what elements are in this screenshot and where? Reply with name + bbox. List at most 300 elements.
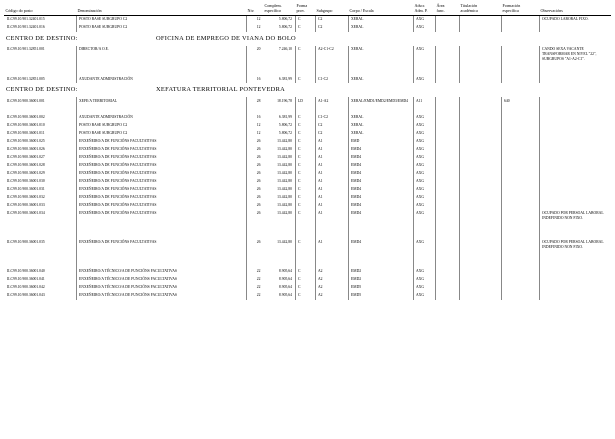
cell-adscricion-admin	[413, 161, 435, 169]
cell-adscricion-admin	[413, 268, 435, 276]
cell-subgrupo-text: C2	[318, 122, 323, 127]
cell-subgrupo-text: C2	[318, 25, 323, 30]
cell-codigo-posto-text: ILC99.10.900.36001.011	[7, 130, 45, 135]
cell-area-funcional	[435, 113, 459, 121]
cell-forma-provision-text: C	[298, 194, 301, 199]
table-row	[4, 201, 611, 209]
cell-complemento-especifico-text: 13.442,80	[277, 146, 292, 151]
cell-nivel	[246, 276, 263, 284]
cell-nivel-text: 22	[256, 277, 261, 282]
table-row	[4, 129, 611, 137]
cell-adscricion-admin	[413, 15, 435, 24]
cell-formacion-especifica	[501, 113, 539, 121]
cell-nivel	[246, 129, 263, 137]
col-header-area-line1: Área	[436, 3, 445, 8]
table-body	[4, 15, 611, 299]
cell-adscricion-admin	[413, 75, 435, 83]
table-row	[4, 209, 611, 238]
cell-subgrupo	[315, 145, 348, 153]
cell-formacion-especifica	[501, 193, 539, 201]
cell-nivel-text: 26	[256, 170, 261, 175]
cell-formacion-especifica-text: 640	[504, 98, 510, 103]
cell-area-funcional-text	[438, 211, 457, 237]
cell-formacion-especifica	[501, 292, 539, 300]
cell-denominacion	[76, 268, 246, 276]
cell-adscricion-admin	[413, 185, 435, 193]
cell-complemento-especifico	[263, 121, 295, 129]
cell-forma-provision-text: C	[298, 269, 301, 274]
cell-subgrupo	[315, 238, 348, 267]
cell-corpo-escala	[348, 284, 413, 292]
cell-corpo-escala	[348, 193, 413, 201]
cell-forma-provision-text: LD	[298, 98, 303, 103]
cell-corpo-escala-text: XERAL	[351, 47, 364, 52]
cell-codigo-posto-text: ILC99.10.901.32401.016	[7, 25, 45, 30]
cell-corpo-escala	[348, 268, 413, 276]
table-row	[4, 75, 611, 83]
cell-denominacion	[76, 24, 246, 32]
cell-forma-provision	[295, 46, 315, 75]
cell-adscricion-admin	[413, 24, 435, 32]
cell-complemento-especifico-text: 6.381,99	[278, 76, 292, 81]
cell-denominacion-text: AXUDANTE ADMINISTRACIÓN	[79, 76, 133, 81]
cell-forma-provision	[295, 169, 315, 177]
cell-complemento-especifico-text: 13.442,80	[277, 210, 292, 215]
cell-formacion-especifica	[501, 153, 539, 161]
cell-corpo-escala	[348, 129, 413, 137]
cell-denominacion-text: POSTO BASE SUBGRUPO C2	[79, 122, 128, 127]
cell-area-funcional	[435, 284, 459, 292]
cell-complemento-especifico	[263, 177, 295, 185]
cell-codigo-posto	[4, 137, 76, 145]
cell-observacions	[539, 46, 611, 75]
table-row	[4, 169, 611, 177]
cell-corpo-escala	[348, 46, 413, 75]
cell-complemento-especifico	[263, 137, 295, 145]
cell-adscricion-admin	[413, 121, 435, 129]
cell-corpo-escala-text: EMD5	[351, 293, 362, 298]
cell-denominacion	[76, 145, 246, 153]
cell-formacion-especifica	[501, 15, 539, 24]
cell-area-funcional	[435, 161, 459, 169]
cell-observacions	[539, 97, 611, 113]
cell-nivel	[246, 46, 263, 75]
table-row	[4, 193, 611, 201]
cell-adscricion-admin-text: AXG	[416, 170, 425, 175]
cell-formacion-especifica	[501, 185, 539, 193]
cell-nivel-text: 20	[256, 47, 261, 52]
cell-forma-provision-text: C	[298, 17, 301, 22]
cell-denominacion	[76, 46, 246, 75]
cell-titulacion-academica	[459, 24, 501, 32]
cell-denominacion	[76, 137, 246, 145]
cell-adscricion-admin	[413, 292, 435, 300]
cell-area-funcional-text	[438, 47, 457, 73]
cell-codigo-posto	[4, 153, 76, 161]
cell-codigo-posto	[4, 145, 76, 153]
cell-adscricion-admin	[413, 169, 435, 177]
cell-area-funcional	[435, 201, 459, 209]
cell-denominacion	[76, 161, 246, 169]
cell-subgrupo-text: A2	[318, 285, 323, 290]
cell-nivel	[246, 137, 263, 145]
cell-formacion-especifica	[501, 121, 539, 129]
cell-observacions	[539, 209, 611, 238]
cell-nivel-text: 26	[256, 162, 261, 167]
table-header	[4, 4, 611, 15]
cell-denominacion-text: ENXEÑEIRO/A DE FUNCIÓNS FACULTATIVAS	[79, 194, 157, 199]
cell-area-funcional	[435, 169, 459, 177]
cell-codigo-posto	[4, 169, 76, 177]
section-center-name: XEFATURA TERRITORIAL PONTEVEDRA	[156, 86, 286, 93]
cell-forma-provision-text: C	[298, 138, 301, 143]
cell-titulacion-academica	[459, 238, 501, 267]
cell-formacion-especifica	[501, 276, 539, 284]
cell-adscricion-admin	[413, 193, 435, 201]
cell-nivel-text: 26	[256, 210, 261, 215]
cell-adscricion-admin-text: AXG	[416, 114, 425, 119]
cell-codigo-posto	[4, 185, 76, 193]
cell-adscricion-admin-text: AXG	[416, 285, 425, 290]
cell-corpo-escala-text: XERAL	[351, 122, 364, 127]
cell-titulacion-academica	[459, 185, 501, 193]
cell-forma-provision	[295, 209, 315, 238]
cell-adscricion-admin-text: AXG	[416, 146, 425, 151]
cell-subgrupo	[315, 129, 348, 137]
cell-corpo-escala	[348, 15, 413, 24]
cell-formacion-especifica	[501, 129, 539, 137]
cell-titulacion-academica	[459, 145, 501, 153]
cell-adscricion-admin-text: AXG	[416, 186, 425, 191]
cell-complemento-especifico-text: 7.246,10	[278, 47, 292, 52]
cell-subgrupo-text: A1	[318, 146, 323, 151]
cell-denominacion	[76, 129, 246, 137]
cell-complemento-especifico-text: 13.442,80	[277, 154, 292, 159]
cell-codigo-posto	[4, 292, 76, 300]
cell-formacion-especifica	[501, 75, 539, 83]
cell-denominacion	[76, 177, 246, 185]
cell-subgrupo	[315, 137, 348, 145]
cell-titulacion-academica	[459, 137, 501, 145]
cell-adscricion-admin	[413, 153, 435, 161]
cell-corpo-escala	[348, 177, 413, 185]
cell-nivel	[246, 238, 263, 267]
col-header-formacion-line1: Formación	[502, 3, 521, 8]
cell-denominacion-text: AXUDANTE ADMINISTRACIÓN	[79, 114, 133, 119]
cell-codigo-posto-text: ILC99.10.901.32851.001	[7, 47, 45, 52]
cell-corpo-escala-text: EMD4	[351, 239, 362, 244]
cell-corpo-escala	[348, 121, 413, 129]
cell-subgrupo-text: A2	[318, 277, 323, 282]
cell-titulacion-academica	[459, 46, 501, 75]
cell-observacions	[539, 238, 611, 267]
cell-subgrupo-text: A1	[318, 162, 323, 167]
cell-codigo-posto	[4, 209, 76, 238]
cell-codigo-posto-text: ILC99.10.900.36001.010	[7, 122, 45, 127]
cell-forma-provision-text: C	[298, 122, 301, 127]
cell-denominacion-text: XEFE/A TERRITORIAL	[79, 98, 118, 103]
cell-corpo-escala-text: EMD4	[351, 202, 362, 207]
cell-forma-provision-text: C	[298, 239, 301, 244]
cell-observacions	[539, 276, 611, 284]
cell-subgrupo-text: A1	[318, 239, 323, 244]
col-header-titulacion-line2: académica	[459, 9, 501, 15]
cell-complemento-especifico	[263, 209, 295, 238]
cell-subgrupo-text: A1	[318, 186, 323, 191]
cell-codigo-posto-text: ILC99.10.901.32401.015	[7, 17, 45, 22]
cell-adscricion-admin-text: AXG	[416, 269, 425, 274]
cell-area-funcional	[435, 193, 459, 201]
cell-forma-provision-text: C	[298, 170, 301, 175]
table-row	[4, 97, 611, 113]
cell-titulacion-academica	[459, 193, 501, 201]
cell-corpo-escala	[348, 292, 413, 300]
cell-nivel-text: 26	[256, 186, 261, 191]
cell-denominacion	[76, 276, 246, 284]
cell-complemento-especifico-text: 13.442,80	[277, 162, 292, 167]
cell-titulacion-academica-text	[462, 240, 499, 266]
cell-codigo-posto-text: ILC99.10.901.32851.005	[7, 76, 45, 81]
cell-complemento-especifico	[263, 185, 295, 193]
cell-complemento-especifico	[263, 24, 295, 32]
cell-subgrupo-text: C2	[318, 17, 323, 22]
cell-codigo-posto	[4, 284, 76, 292]
cell-complemento-especifico	[263, 201, 295, 209]
cell-subgrupo	[315, 268, 348, 276]
cell-codigo-posto-text: ILC99.10.900.36001.025	[7, 138, 45, 143]
cell-corpo-escala-text: EMD4	[351, 162, 362, 167]
cell-complemento-especifico	[263, 15, 295, 24]
section-header-cell	[4, 32, 611, 46]
cell-subgrupo-text: A2-C1-C2	[318, 47, 334, 52]
cell-formacion-especifica	[501, 238, 539, 267]
cell-forma-provision	[295, 276, 315, 284]
cell-codigo-posto-text: ILC99.10.900.36001.031	[7, 186, 45, 191]
cell-forma-provision-text: C	[298, 114, 301, 119]
cell-denominacion	[76, 284, 246, 292]
cell-corpo-escala-text: EMD4	[351, 186, 362, 191]
table-row	[4, 161, 611, 169]
cell-complemento-especifico	[263, 276, 295, 284]
cell-area-funcional-text	[438, 99, 457, 112]
cell-nivel	[246, 121, 263, 129]
cell-complemento-especifico	[263, 153, 295, 161]
cell-subgrupo-text: C1-C2	[318, 76, 328, 81]
cell-titulacion-academica	[459, 129, 501, 137]
cell-nivel	[246, 185, 263, 193]
cell-complemento-especifico	[263, 284, 295, 292]
cell-codigo-posto	[4, 75, 76, 83]
cell-area-funcional	[435, 153, 459, 161]
cell-subgrupo-text: A1	[318, 154, 323, 159]
cell-nivel-text: 22	[256, 285, 261, 290]
cell-forma-provision	[295, 153, 315, 161]
cell-adscricion-admin	[413, 129, 435, 137]
cell-corpo-escala-text: XERAL	[351, 17, 364, 22]
cell-adscricion-admin-text: AXG	[416, 178, 425, 183]
cell-complemento-especifico	[263, 129, 295, 137]
cell-forma-provision-text: C	[298, 130, 301, 135]
cell-observacions	[539, 169, 611, 177]
cell-corpo-escala	[348, 137, 413, 145]
cell-adscricion-admin-text: AXG	[416, 194, 425, 199]
cell-forma-provision-text: C	[298, 154, 301, 159]
cell-area-funcional	[435, 177, 459, 185]
cell-corpo-escala-text: EMD2	[351, 277, 362, 282]
cell-corpo-escala-text: EMD5	[351, 285, 362, 290]
table-row	[4, 24, 611, 32]
cell-area-funcional	[435, 46, 459, 75]
cell-corpo-escala	[348, 97, 413, 113]
cell-forma-provision-text: C	[298, 186, 301, 191]
posts-table	[4, 4, 611, 300]
table-row	[4, 137, 611, 145]
centro-destino-section-header	[4, 32, 611, 46]
cell-forma-provision-text: C	[298, 293, 301, 298]
cell-complemento-especifico	[263, 46, 295, 75]
cell-observacions	[539, 137, 611, 145]
cell-titulacion-academica	[459, 209, 501, 238]
cell-formacion-especifica	[501, 145, 539, 153]
cell-codigo-posto-text: ILC99.10.900.36001.027	[7, 154, 45, 159]
cell-area-funcional	[435, 24, 459, 32]
cell-codigo-posto-text: ILC99.10.900.36001.033	[7, 202, 45, 207]
section-center-name: OFICINA DE EMPREGO DE VIANA DO BOLO	[156, 34, 296, 42]
col-header-complemento-line1: Complem.	[264, 3, 282, 8]
table-row	[4, 46, 611, 75]
cell-denominacion	[76, 292, 246, 300]
cell-nivel-text: 26	[256, 154, 261, 159]
cell-forma-provision	[295, 284, 315, 292]
cell-complemento-especifico	[263, 292, 295, 300]
cell-codigo-posto-text: ILC99.10.900.36001.032	[7, 194, 45, 199]
cell-nivel	[246, 153, 263, 161]
cell-subgrupo-text: A1	[318, 138, 323, 143]
cell-observacions-text: OCUPADO POR PERSOAL LABORAL INDEFINIDO NON FIXO.	[542, 210, 604, 220]
cell-complemento-especifico	[263, 193, 295, 201]
cell-complemento-especifico-text: 13.442,80	[277, 186, 292, 191]
cell-corpo-escala-text: EMD4	[351, 178, 362, 183]
cell-formacion-especifica	[501, 169, 539, 177]
cell-forma-provision-text: C	[298, 277, 301, 282]
cell-observacions	[539, 24, 611, 32]
cell-adscricion-admin-text: AXG	[416, 138, 425, 143]
cell-adscricion-admin-text: AXG	[416, 277, 425, 282]
cell-codigo-posto-text: ILC99.10.900.36001.043	[7, 293, 45, 298]
cell-area-funcional	[435, 97, 459, 113]
cell-nivel-text: 26	[256, 202, 261, 207]
cell-observacions	[539, 161, 611, 169]
cell-area-funcional	[435, 121, 459, 129]
cell-corpo-escala	[348, 161, 413, 169]
cell-formacion-especifica	[501, 209, 539, 238]
cell-subgrupo	[315, 153, 348, 161]
cell-complemento-especifico-text: 13.442,80	[277, 178, 292, 183]
cell-observacions	[539, 292, 611, 300]
cell-titulacion-academica	[459, 276, 501, 284]
cell-adscricion-admin	[413, 177, 435, 185]
cell-corpo-escala-text: EMD	[351, 138, 360, 143]
cell-codigo-posto	[4, 238, 76, 267]
cell-area-funcional	[435, 75, 459, 83]
cell-corpo-escala-text: XERAL	[351, 130, 364, 135]
cell-adscricion-admin	[413, 201, 435, 209]
cell-complemento-especifico-text: 5.806,72	[278, 122, 292, 127]
cell-subgrupo	[315, 15, 348, 24]
cell-adscricion-admin-text: AXG	[416, 162, 425, 167]
cell-observacions	[539, 185, 611, 193]
cell-titulacion-academica	[459, 284, 501, 292]
cell-adscricion-admin	[413, 276, 435, 284]
cell-codigo-posto	[4, 113, 76, 121]
cell-nivel-text: 26	[256, 194, 261, 199]
cell-observacions	[539, 268, 611, 276]
cell-adscricion-admin	[413, 145, 435, 153]
cell-denominacion	[76, 201, 246, 209]
cell-formacion-especifica	[501, 137, 539, 145]
cell-subgrupo-text: A1	[318, 210, 323, 215]
cell-nivel	[246, 193, 263, 201]
cell-subgrupo-text: A1	[318, 170, 323, 175]
cell-titulacion-academica-text	[462, 99, 499, 112]
table-row	[4, 284, 611, 292]
cell-nivel	[246, 177, 263, 185]
cell-subgrupo	[315, 46, 348, 75]
cell-denominacion	[76, 15, 246, 24]
cell-corpo-escala	[348, 276, 413, 284]
cell-forma-provision	[295, 193, 315, 201]
cell-titulacion-academica	[459, 169, 501, 177]
cell-titulacion-academica-text	[462, 211, 499, 237]
cell-denominacion	[76, 153, 246, 161]
cell-adscricion-admin	[413, 97, 435, 113]
cell-subgrupo	[315, 169, 348, 177]
cell-area-funcional	[435, 292, 459, 300]
cell-adscricion-admin-text: AXG	[416, 202, 425, 207]
cell-formacion-especifica	[501, 161, 539, 169]
cell-codigo-posto	[4, 177, 76, 185]
cell-denominacion	[76, 169, 246, 177]
cell-forma-provision	[295, 24, 315, 32]
cell-area-funcional	[435, 137, 459, 145]
cell-forma-provision-text: C	[298, 178, 301, 183]
cell-denominacion-text: ENXEÑEIRO/A DE FUNCIÓNS FACULTATIVAS	[79, 146, 157, 151]
cell-codigo-posto-text: ILC99.10.900.36001.040	[7, 269, 45, 274]
cell-subgrupo-text: A1	[318, 178, 323, 183]
cell-denominacion	[76, 238, 246, 267]
cell-codigo-posto-text: ILC99.10.900.36001.030	[7, 178, 45, 183]
cell-adscricion-admin-text: AXG	[416, 154, 425, 159]
cell-observacions-text: OCUPADO POR PERSOAL LABORAL INDEFINIDO NON FIXO.	[542, 239, 604, 249]
cell-codigo-posto	[4, 121, 76, 129]
table-row	[4, 238, 611, 267]
cell-titulacion-academica	[459, 177, 501, 185]
cell-observacions	[539, 129, 611, 137]
col-header-formacion-line2: específica	[501, 9, 539, 15]
cell-denominacion-text: ENXEÑEIRO/A DE FUNCIÓNS FACULTATIVAS	[79, 170, 157, 175]
col-header-area-line2: func.	[435, 9, 459, 15]
cell-subgrupo	[315, 24, 348, 32]
cell-nivel	[246, 161, 263, 169]
cell-observacions-text	[542, 99, 610, 112]
cell-denominacion-text: ENXEÑEIRO/A DE FUNCIÓNS FACULTATIVAS	[79, 239, 157, 244]
cell-complemento-especifico	[263, 145, 295, 153]
cell-formacion-especifica-text	[504, 240, 537, 266]
cell-subgrupo	[315, 113, 348, 121]
cell-codigo-posto-text: ILC99.10.900.36001.042	[7, 285, 45, 290]
cell-codigo-posto-text: ILC99.10.900.36001.002	[7, 114, 45, 119]
cell-denominacion	[76, 75, 246, 83]
